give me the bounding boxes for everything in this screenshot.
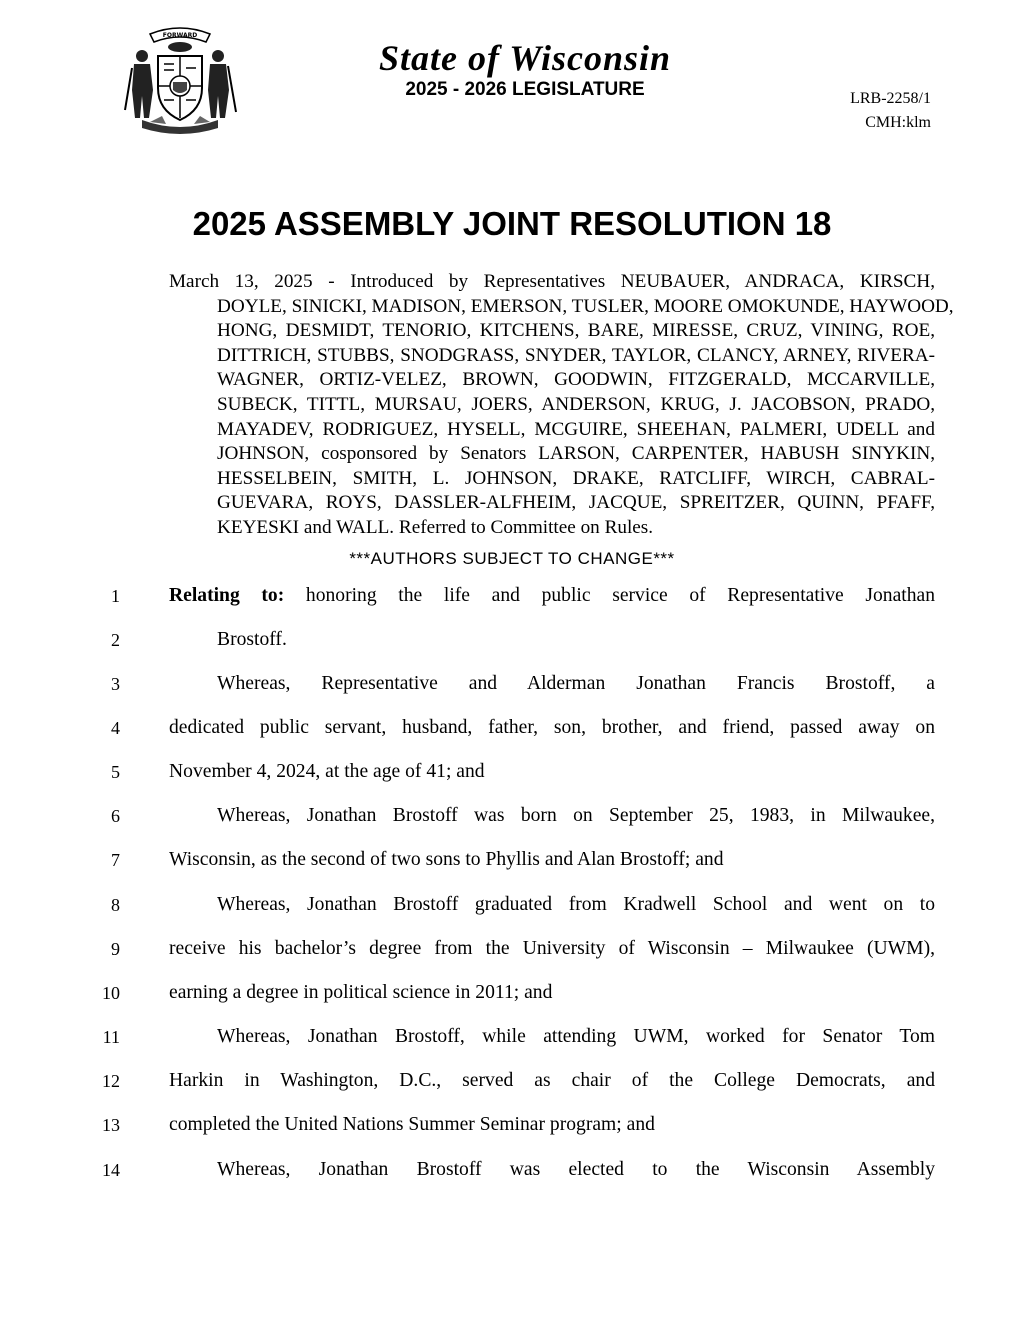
intro-line: SUBECK, TITTL, MURSAU, JOERS, ANDERSON, KRUG, J. JACOBSON, PRADO, — [217, 393, 935, 415]
legislature-session: 2025 - 2026 LEGISLATURE — [405, 79, 645, 100]
wisconsin-seal-icon — [120, 20, 240, 140]
line-number: 5 — [111, 762, 120, 782]
intro-line: MAYADEV, RODRIGUEZ, HYSELL, MCGUIRE, SHEEHAN, PALMERI, UDELL and — [217, 418, 935, 440]
relating-text: honoring the life and public service of Representative Jonathan — [305, 585, 936, 606]
line-number: 6 — [111, 806, 120, 826]
relating-label: Relating to: — [169, 585, 285, 606]
body-line — [169, 585, 935, 607]
resolution-title: 2025 ASSEMBLY JOINT RESOLUTION 18 — [192, 205, 832, 242]
line-number: 8 — [111, 895, 120, 915]
intro-line: HONG, DESMIDT, TENORIO, KITCHENS, BARE, MIRESSE, CRUZ, VINING, ROE, — [217, 320, 935, 342]
line-number: 1 — [111, 586, 120, 606]
introduction-paragraph — [169, 270, 954, 541]
intro-line: DOYLE, SINICKI, MADISON, EMERSON, TUSLER, MOORE OMOKUNDE, HAYWOOD, — [217, 295, 954, 317]
intro-line: GUEVARA, ROYS, DASSLER-ALFHEIM, JACQUE, SPREITZER, QUINN, PFAFF, — [217, 492, 935, 514]
intro-line: March 13, 2025 - Introduced by Representatives NEUBAUER, ANDRACA, KIRSCH, — [169, 271, 935, 292]
seal-banner-text: FORWARD — [162, 32, 198, 39]
line-number: 4 — [111, 718, 120, 738]
body-line: Wisconsin, as the second of two sons to Phyllis and Alan Brostoff; and — [169, 849, 724, 870]
body-line: Whereas, Jonathan Brostoff graduated from Kradwell School and went on to — [217, 894, 935, 915]
line-number: 10 — [102, 983, 120, 1003]
body-line: receive his bachelor’s degree from the University of Wisconsin – Milwaukee (UWM), — [169, 938, 935, 959]
line-number: 11 — [102, 1027, 120, 1047]
line-number: 7 — [111, 850, 120, 870]
body-line: Brostoff. — [217, 629, 287, 650]
line-number: 12 — [102, 1071, 120, 1091]
intro-line: HESSELBEIN, SMITH, L. JOHNSON, DRAKE, RATCLIFF, WIRCH, CABRAL- — [217, 467, 935, 489]
line-number: 2 — [111, 630, 120, 650]
state-title: State of Wisconsin — [378, 38, 672, 78]
body-line: completed the United Nations Summer Seminar program; and — [169, 1114, 655, 1135]
lrb-code: LRB-2258/1 — [850, 90, 931, 107]
body-line: Whereas, Jonathan Brostoff was elected to the Wisconsin Assembly — [217, 1159, 935, 1180]
body-line: November 4, 2024, at the age of 41; and — [169, 761, 485, 782]
body-line: Whereas, Jonathan Brostoff was born on September 25, 1983, in Milwaukee, — [217, 805, 935, 826]
line-number: 9 — [111, 939, 120, 959]
drafter-code: CMH:klm — [865, 114, 931, 131]
body-line: dedicated public servant, husband, father, son, brother, and friend, passed away on — [169, 717, 935, 738]
line-number: 3 — [111, 674, 120, 694]
intro-line: JOHNSON, cosponsored by Senators LARSON, CARPENTER, HABUSH SINYKIN, — [217, 443, 935, 465]
line-number: 14 — [102, 1160, 120, 1180]
body-line: Harkin in Washington, D.C., served as chair of the College Democrats, and — [169, 1070, 935, 1091]
body-line: earning a degree in political science in 2011; and — [169, 982, 553, 1003]
body-line: Whereas, Jonathan Brostoff, while attending UWM, worked for Senator Tom — [217, 1026, 935, 1047]
line-number: 13 — [102, 1115, 120, 1135]
body-line: Whereas, Representative and Alderman Jonathan Francis Brostoff, a — [217, 673, 935, 694]
authors-note: ***AUTHORS SUBJECT TO CHANGE*** — [349, 549, 675, 568]
intro-line: KEYESKI and WALL. Referred to Committee on Rules. — [217, 516, 654, 538]
intro-line: DITTRICH, STUBBS, SNODGRASS, SNYDER, TAYLOR, CLANCY, ARNEY, RIVERA- — [217, 344, 935, 366]
intro-line: WAGNER, ORTIZ-VELEZ, BROWN, GOODWIN, FITZGERALD, MCCARVILLE, — [217, 369, 935, 391]
